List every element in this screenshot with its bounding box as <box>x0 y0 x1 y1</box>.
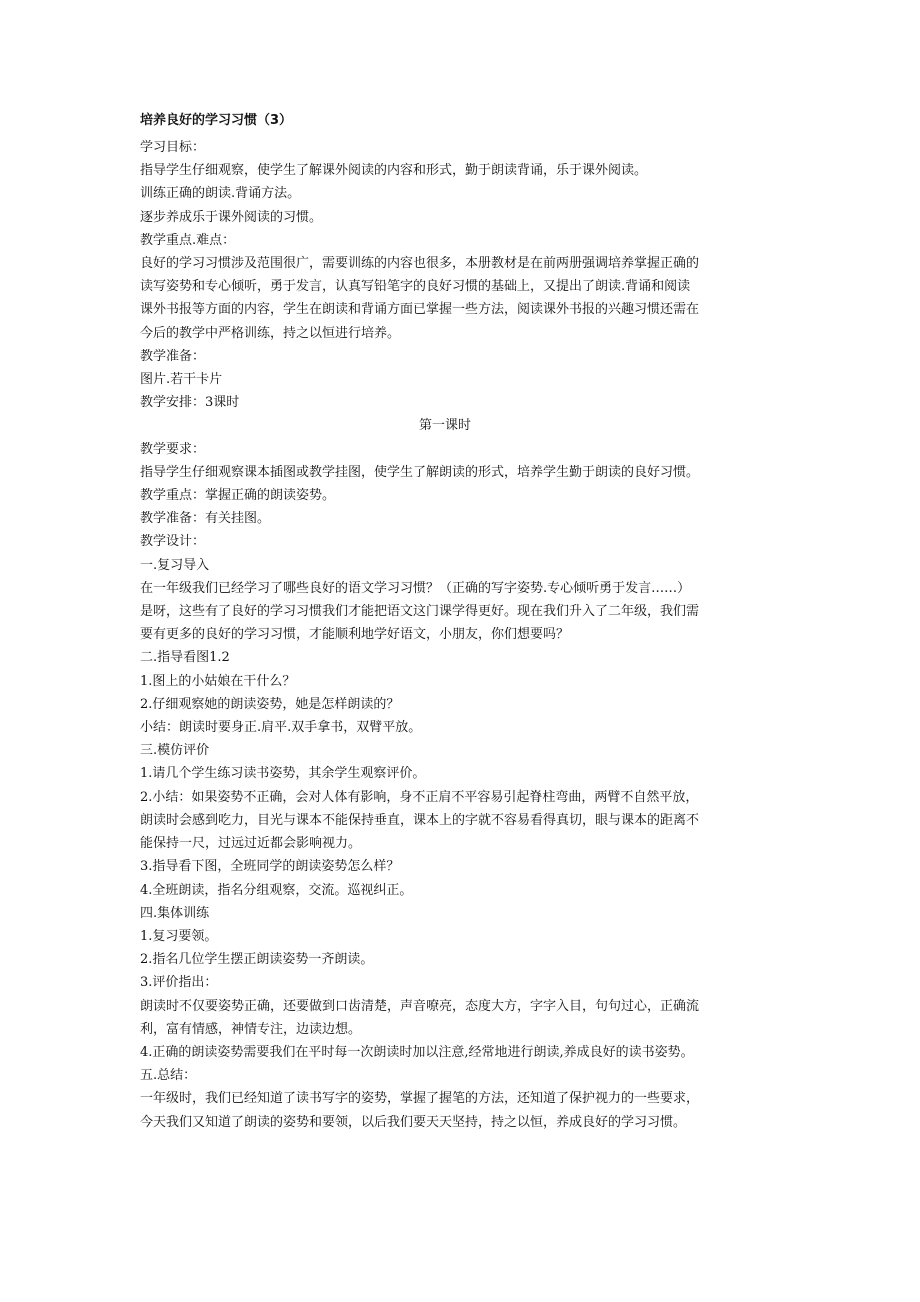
section-heading: 第一课时 <box>418 418 471 434</box>
text-line: 3.评价指出： <box>140 975 218 991</box>
text-line: 在一年级我们已经学习了哪些良好的语文学习习惯？（正确的写字姿势.专心倾听勇于发言……） <box>140 580 691 596</box>
text-line: 今后的教学中严格训练，持之以恒进行培养。 <box>140 325 401 341</box>
text-line: 1.复习要领。 <box>140 928 218 944</box>
text-line: 1.请几个学生练习读书姿势，其余学生观察评价。 <box>140 766 426 782</box>
text-line: 二.指导看图1.2 <box>140 650 230 666</box>
text-line: 2.指名几位学生摆正朗读姿势一齐朗读。 <box>140 952 374 968</box>
text-line: 2.小结：如果姿势不正确，会对人体有影响，身不正肩不平容易引起脊柱弯曲，两臂不自然平放， <box>140 789 699 805</box>
text-line: 图片.若干卡片 <box>140 372 223 388</box>
text-line: 是呀，这些有了良好的学习习惯我们才能把语文这门课学得更好。现在我们升入了二年级，我们需 <box>140 604 700 620</box>
text-line: 朗读时不仅要姿势正确，还要做到口齿清楚，声音嘹亮，态度大方，字字入目，句句过心，正确流 <box>140 998 700 1014</box>
text-line: 要有更多的良好的学习习惯，才能顺利地学好语文，小朋友，你们想要吗？ <box>140 627 570 643</box>
text-line: 指导学生仔细观察，使学生了解课外阅读的内容和形式，勤于朗读背诵，乐于课外阅读。 <box>140 163 648 179</box>
text-line: 指导学生仔细观察课本插图或教学挂图，使学生了解朗读的形式，培养学生勤于朗读的良好习惯。 <box>140 464 700 480</box>
text-line: 三.模仿评价 <box>140 743 210 759</box>
text-line: 利，富有情感，神情专注，边读边想。 <box>140 1021 362 1037</box>
text-line: 一.复习导入 <box>140 557 210 573</box>
text-line: 教学设计： <box>140 534 206 550</box>
text-line: 朗读时会感到吃力，目光与课本不能保持垂直，课本上的字就不容易看得真切，眼与课本的距离不 <box>140 812 700 828</box>
text-line: 今天我们又知道了朗读的姿势和要领，以后我们要天天坚持，持之以恒，养成良好的学习习惯。 <box>140 1114 687 1130</box>
text-line: 能保持一尺，过远过近都会影响视力。 <box>140 836 362 852</box>
document-page <box>140 112 740 1134</box>
text-line: 学习目标： <box>140 140 206 155</box>
text-line: 训练正确的朗读.背诵方法。 <box>140 186 301 202</box>
text-line: 4.正确的朗读姿势需要我们在平时每一次朗读时加以注意,经常地进行朗读,养成良好的读书姿势。 <box>140 1044 694 1060</box>
text-line: 良好的学习习惯涉及范围很广，需要训练的内容也很多，本册教材是在前两册强调培养掌握正确的 <box>140 256 700 272</box>
text-line: 小结：朗读时要身正.肩平.双手拿书，双臂平放。 <box>140 720 422 736</box>
text-line: 2.仔细观察她的朗读姿势，她是怎样朗读的？ <box>140 696 400 712</box>
text-line: 读写姿势和专心倾听，勇于发言，认真写铅笔字的良好习惯的基础上，又提出了朗读.背诵和阅读 <box>140 279 691 295</box>
text-line: 课外书报等方面的内容，学生在朗读和背诵方面已掌握一些方法，阅读课外书报的兴趣习惯还需在 <box>140 302 700 318</box>
text-line: 教学重点.难点： <box>140 232 236 248</box>
text-line: 4.全班朗读，指名分组观察，交流。巡视纠正。 <box>140 882 413 898</box>
text-line: 逐步养成乐于课外阅读的习惯。 <box>140 209 323 225</box>
text-line: 四.集体训练 <box>140 905 210 921</box>
text-line: 教学安排：3课时 <box>140 395 240 411</box>
text-line: 3.指导看下图，全班同学的朗读姿势怎么样？ <box>140 859 400 875</box>
text-line: 1.图上的小姑娘在干什么？ <box>140 673 296 689</box>
text-line: 教学准备： <box>140 348 206 364</box>
text-line: 教学要求： <box>140 441 206 457</box>
document-title: 培养良好的学习习惯（3） <box>140 113 293 128</box>
text-line: 教学准备：有关挂图。 <box>140 511 271 527</box>
text-line: 教学重点：掌握正确的朗读姿势。 <box>140 488 336 504</box>
text-line: 一年级时，我们已经知道了读书写字的姿势，掌握了握笔的方法，还知道了保护视力的一些要求， <box>140 1091 700 1107</box>
text-line: 五.总结： <box>140 1068 197 1084</box>
